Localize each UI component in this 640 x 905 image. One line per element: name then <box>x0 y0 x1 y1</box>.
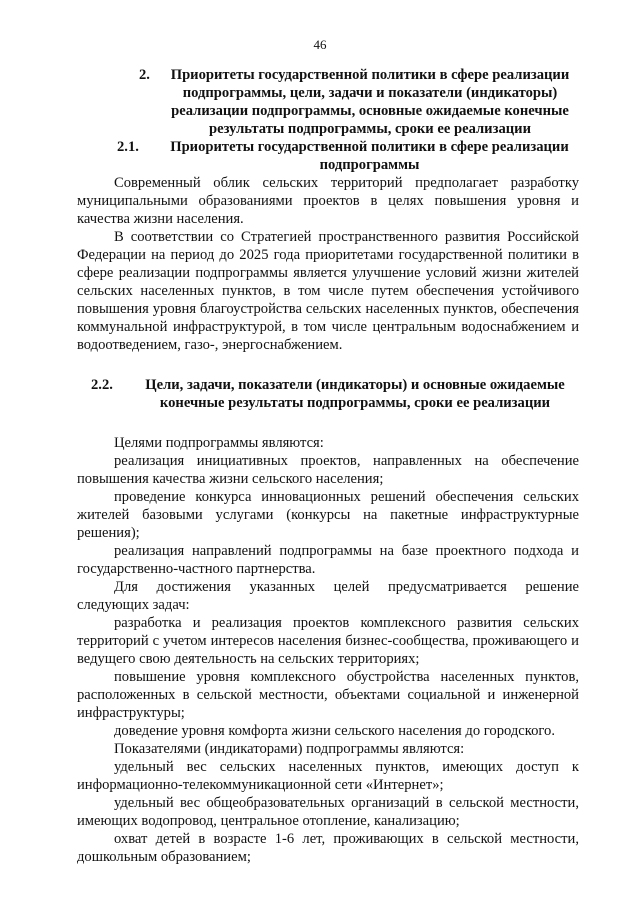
heading-number: 2.1. <box>117 139 139 155</box>
heading-text: Приоритеты государственной политики в сфере реализации подпрограммы, цели, задачи и показатели (индикаторы) реализации подпрограммы, основные ожидаемые конечные результаты подпрограммы, сроки ее реализации <box>170 67 570 137</box>
heading-section-2-2 <box>91 376 579 412</box>
paragraph: проведение конкурса инновационных решений обеспечения сельских жителей базовыми услугами (конкурсы на пакетные инфраструктурные решения); <box>77 489 579 541</box>
paragraph: реализация инициативных проектов, направленных на обеспечение повышения качества жизни сельского населения; <box>77 453 579 487</box>
heading-section-2-1 <box>117 138 579 174</box>
paragraph: разработка и реализация проектов комплексного развития сельских территорий с учетом интересов населения бизнес-сообщества, проживающего и ведущего свою деятельность на сельских территориях; <box>77 615 579 667</box>
page-number: 46 <box>313 37 327 52</box>
heading-number: 2. <box>139 67 150 83</box>
paragraph: удельный вес общеобразовательных организаций в сельской местности, имеющих водопровод, центральное отопление, канализацию; <box>77 795 579 829</box>
paragraph: Целями подпрограммы являются: <box>114 435 324 451</box>
heading-text: Приоритеты государственной политики в сфере реализации подпрограммы <box>170 139 569 173</box>
paragraph: В соответствии со Стратегией пространственного развития Российской Федерации на период до 2025 года приоритетами государственной политики в сфере реализации подпрограммы является улучшение условий жизни жителей сельских населенных пунктов, в том числе путем обеспечения устойчивого повышения уровня благоустройства сельских населенных пунктов, обеспечения коммунальной инфраструктурой, в том числе центральным водоснабжением и водоотведением, газо-, энергоснабжением. <box>77 229 579 353</box>
paragraph: реализация направлений подпрограммы на базе проектного подхода и государственно-частного партнерства. <box>77 543 579 577</box>
paragraph: охват детей в возрасте 1-6 лет, проживающих в сельской местности, дошкольным образованием; <box>77 831 579 865</box>
heading-text: Цели, задачи, показатели (индикаторы) и основные ожидаемые конечные результаты подпрограммы, сроки ее реализации <box>145 377 565 411</box>
paragraph: повышение уровня комплексного обустройства населенных пунктов, расположенных в сельской местности, объектами социальной и инженерной инфраструктуры; <box>77 669 579 721</box>
paragraph: удельный вес сельских населенных пунктов, имеющих доступ к информационно-телекоммуникационной сети «Интернет»; <box>77 759 579 793</box>
heading-section-2 <box>139 66 579 138</box>
paragraph: Современный облик сельских территорий предполагает разработку муниципальными образованиями проектов в целях повышения уровня и качества жизни населения. <box>77 175 579 227</box>
page-content <box>77 66 579 866</box>
paragraph: Показателями (индикаторами) подпрограммы являются: <box>114 741 465 757</box>
paragraph: доведение уровня комфорта жизни сельского населения до городского. <box>114 723 555 739</box>
heading-number: 2.2. <box>91 377 113 393</box>
paragraph: Для достижения указанных целей предусматривается решение следующих задач: <box>77 579 579 613</box>
